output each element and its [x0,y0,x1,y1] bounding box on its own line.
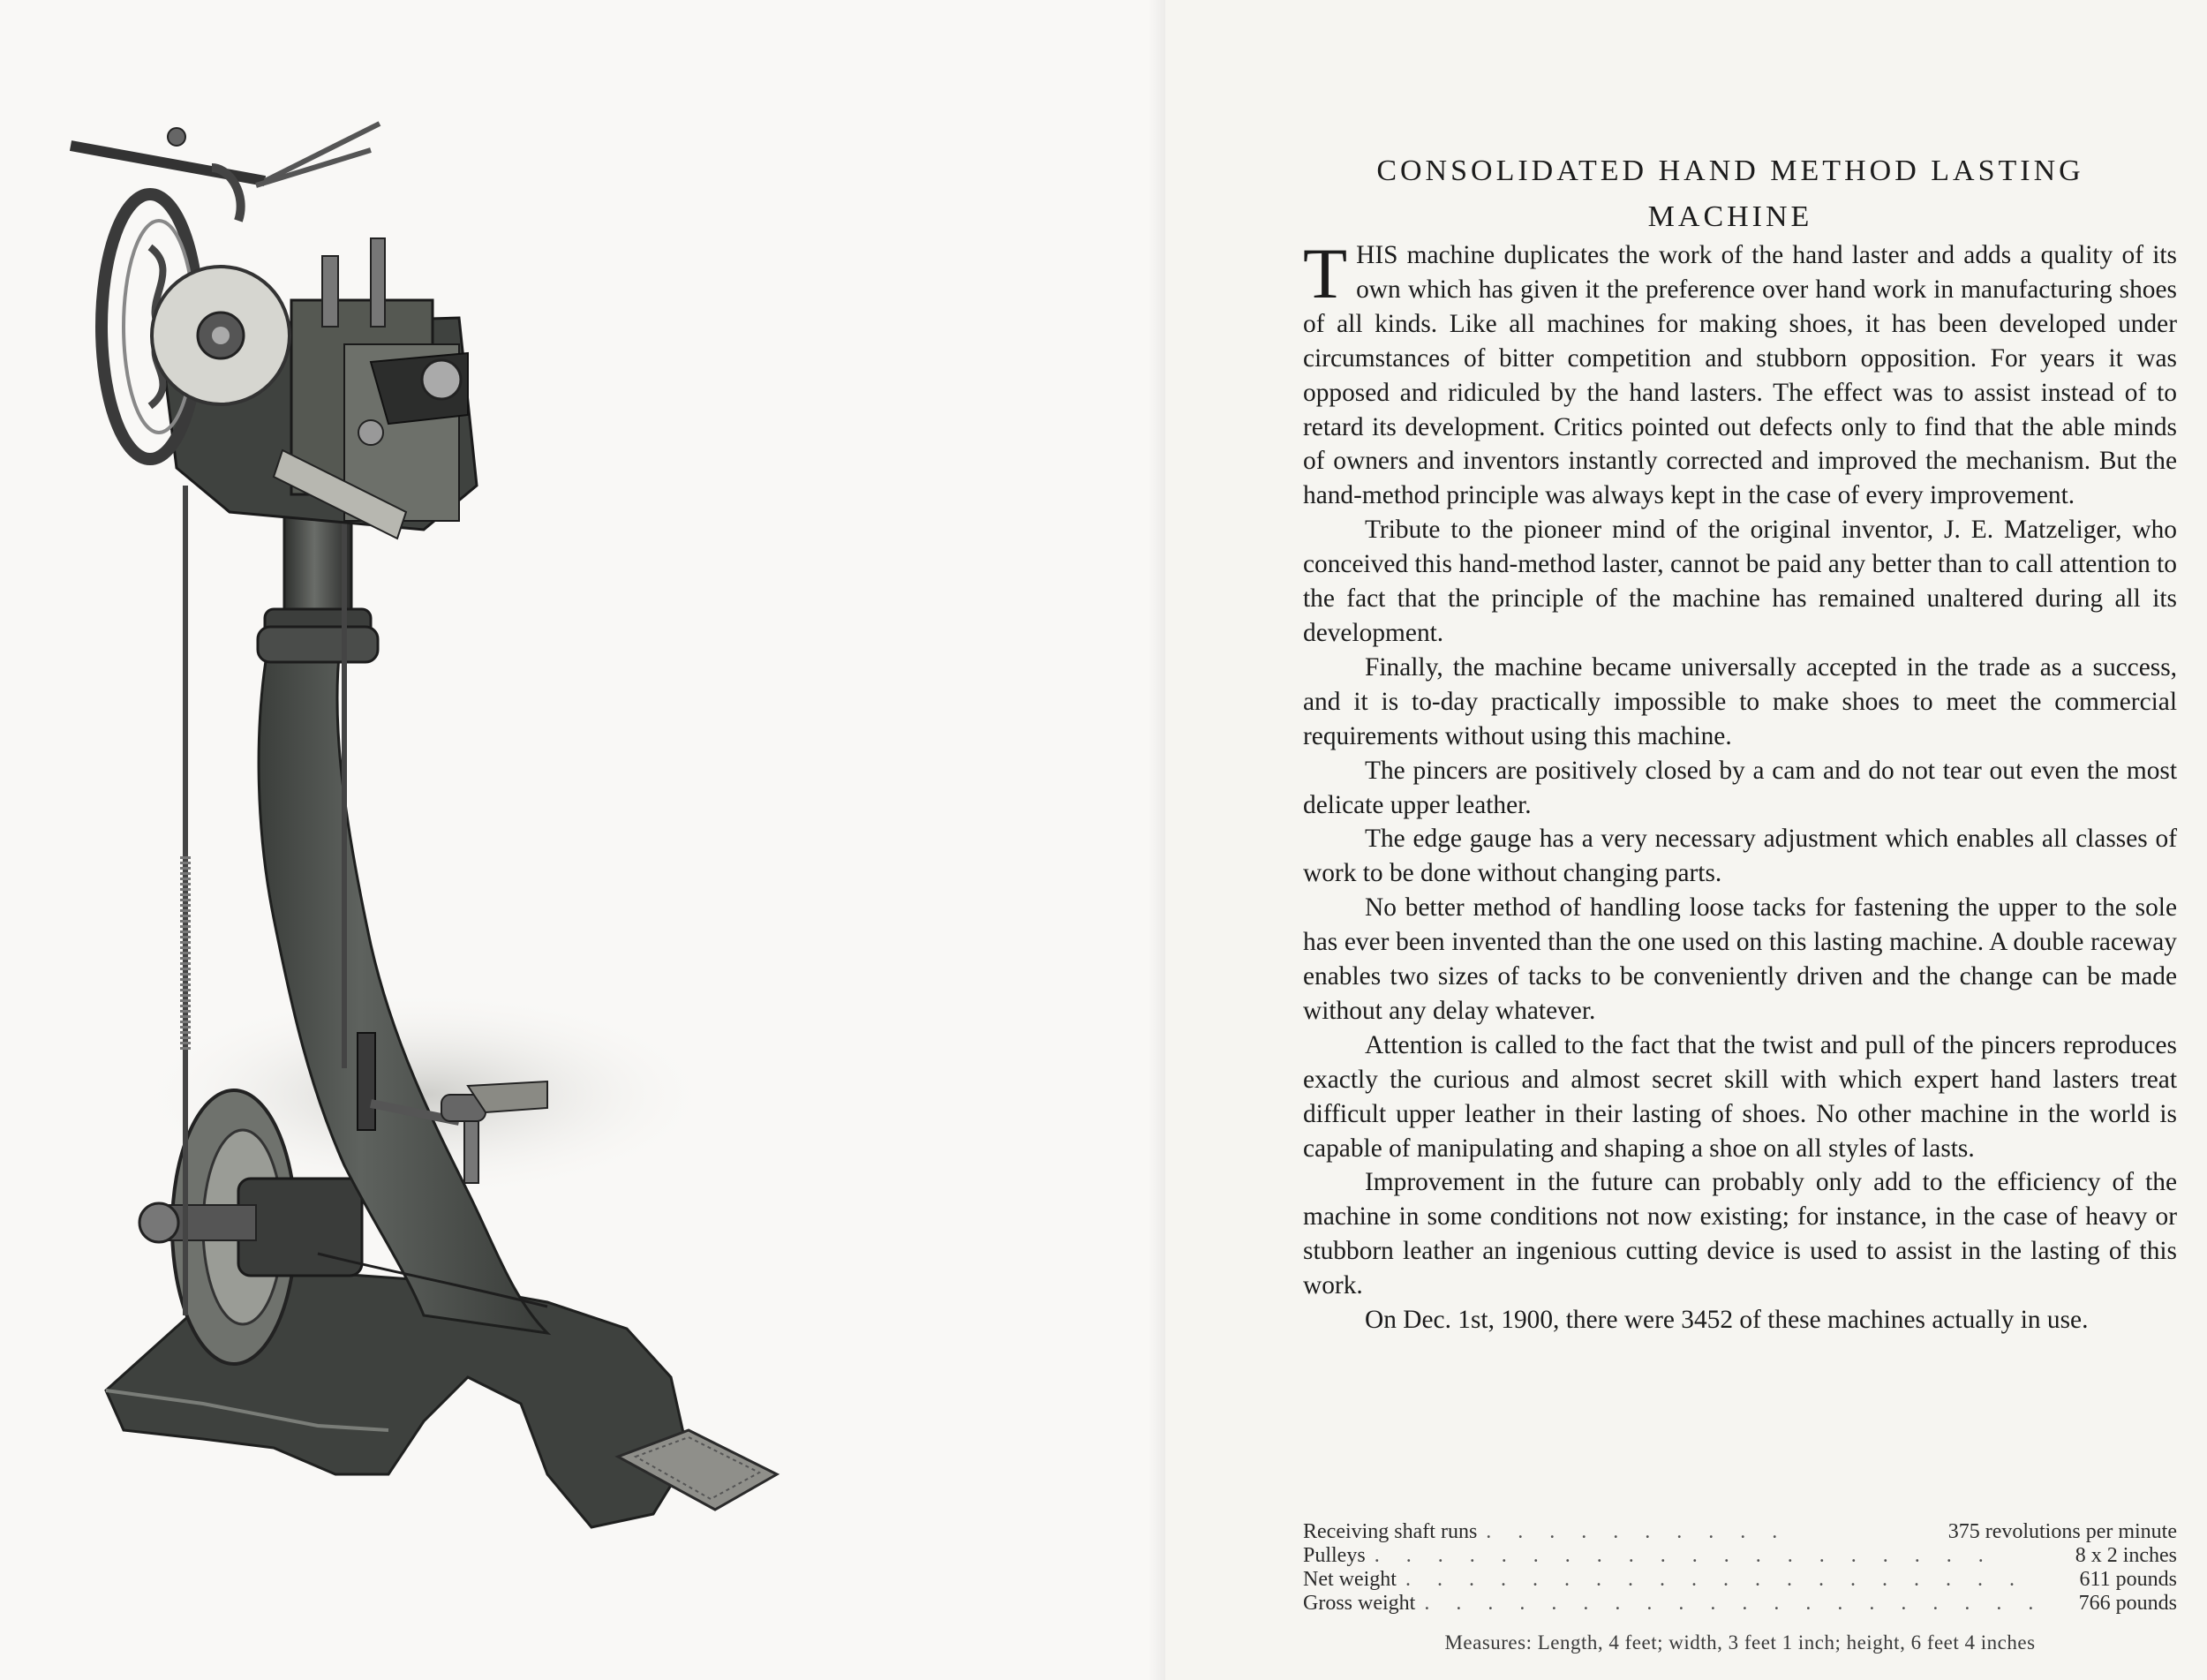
leader-dots: .................... [1374,1544,2010,1567]
spec-row [1303,1520,2177,1544]
paragraph-1-text: HIS machine duplicates the work of the hand laster and adds a quality of its own which has given it the preference over hand work in manufacturing shoes of all kinds. Like all machines for making shoes, it has been developed under circumstances of bitter competition and stubborn opposition. For years it was opposed and ridiculed by the hand lasters. The effect was to assist instead of to retard its development. Critics pointed out defects only to find that the able minds of owners and inventors instantly corrected and improved the mechanism. But the hand-method principle was always kept in the case of every improvement. [1303,241,2177,510]
measures-line: Measures: Length, 4 feet; width, 3 feet 1 inch; height, 6 feet 4 inches [1444,1631,2036,1654]
leader-dots: .................... [1405,1568,2041,1591]
spec-value: 8 x 2 inches [2075,1544,2177,1567]
spec-label: Pulleys [1303,1544,1366,1567]
title-line-1: CONSOLIDATED HAND METHOD LASTING [1376,154,2084,187]
leader-dots: .................... [1424,1592,2060,1615]
leader-dots: .......... [1486,1520,1804,1543]
top-levers [71,124,380,221]
paragraph-9: On Dec. 1st, 1900, there were 3452 of these machines actually in use. [1365,1306,2089,1335]
article-body [1303,233,2177,1337]
paragraph-2: Tribute to the pioneer mind of the original inventor, J. E. Matzeliger, who conceived this hand-method laster, cannot be paid any better than to call attention to the fact that the principle of the machine has remained unaltered during all its development. [1303,516,2177,647]
paragraph-8: Improvement in the future can probably only add to the efficiency of the machine in some conditions not now existing; for instance, in the case of heavy or stubborn leather an ingenious cutting device is used to assist in the lasting of this work. [1303,1168,2177,1300]
disc-wheel [152,267,290,404]
spec-label: Gross weight [1303,1592,1416,1615]
drop-cap: T [1303,233,1348,313]
page-title [1307,148,2154,240]
spec-row [1303,1544,2177,1568]
paragraph-5: The edge gauge has a very necessary adjustment which enables all classes of work to be done without changing parts. [1303,825,2177,888]
spec-label: Receiving shaft runs [1303,1520,1478,1543]
lasting-machine-illustration [53,97,1006,1598]
spec-value: 766 pounds [2078,1592,2177,1615]
spec-value: 375 revolutions per minute [1947,1520,2177,1543]
spec-row [1303,1568,2177,1592]
paragraph-6: No better method of handling loose tacks for fastening the upper to the sole has ever been invented than the one used on this lasting machine. A double raceway enables two sizes of tacks to be conveniently driven and the change can be made without any delay whatever. [1303,893,2177,1025]
spec-label: Net weight [1303,1568,1397,1591]
spec-value: 611 pounds [2079,1568,2177,1591]
paragraph-4: The pincers are positively closed by a cam and do not tear out even the most delicate upper leather. [1303,756,2177,819]
paragraph-3: Finally, the machine became universally accepted in the trade as a success, and it is to-day practically impossible to make shoes to meet the commercial requirements without using this machine. [1303,652,2177,750]
spec-row [1303,1592,2177,1616]
title-line-2: MACHINE [1647,200,1813,233]
specifications-table [1303,1520,2177,1616]
paragraph-1 [1303,233,2177,513]
paragraph-7: Attention is called to the fact that the twist and pull of the pincers reproduces exactly the curious and almost secret skill with which expert hand lasters treat difficult upper leather in their lasting of shoes. No other machine in the world is capable of manipulating and shaping a shoe on all styles of lasts. [1303,1030,2177,1163]
